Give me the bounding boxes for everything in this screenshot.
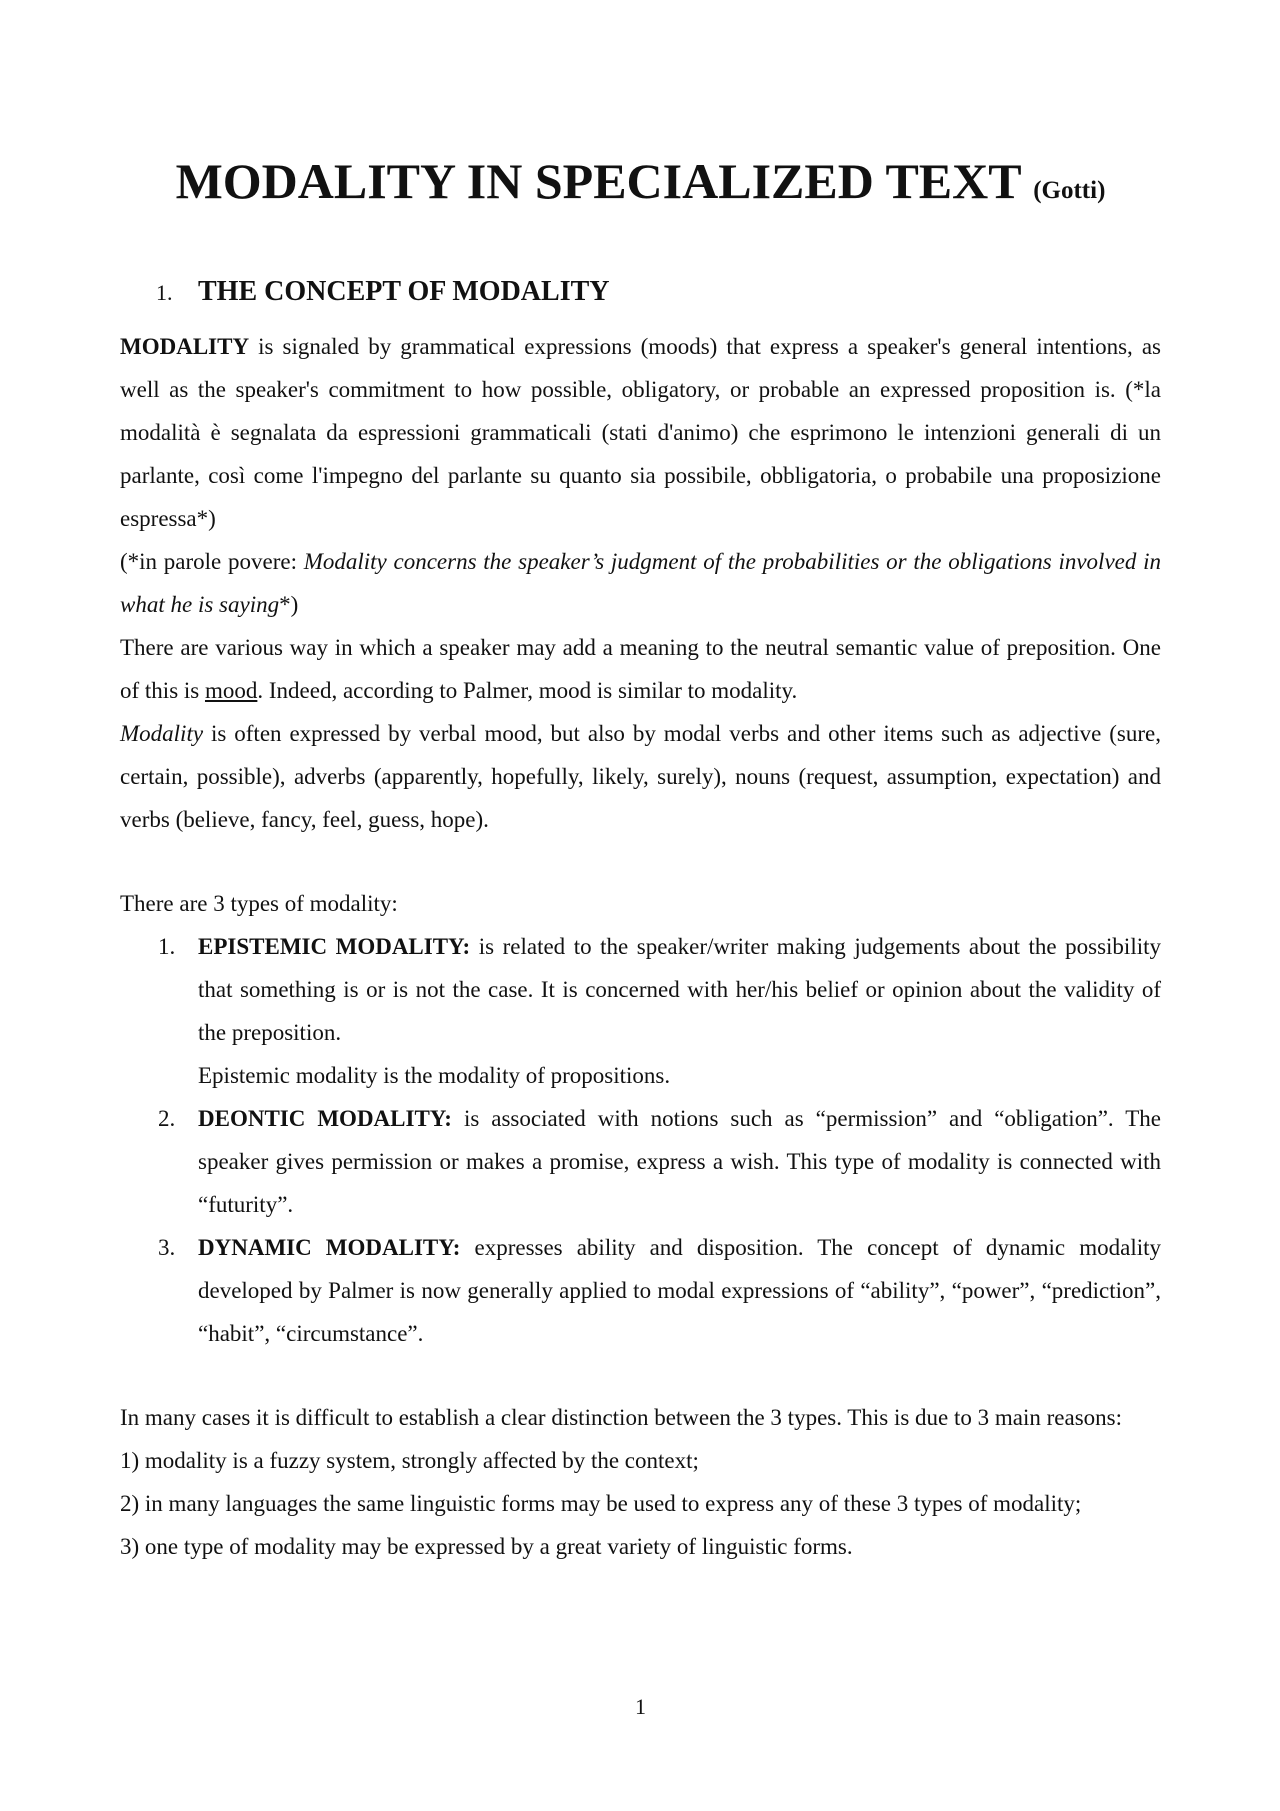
list-item-epistemic: 1. EPISTEMIC MODALITY: is related to the speaker/writer making judgements about the possibility that something is or is not the case. It is concerned with her/his belief or opinion about the validity of the preposition. Epistemic modality is the modality of propositions.	[120, 925, 1161, 1097]
list-item-dynamic: 3. DYNAMIC MODALITY: expresses ability and disposition. The concept of dynamic modality developed by Palmer is now generally applied to modal expressions of “ability”, “power”, “prediction”, “habit”, “circumstance”.	[120, 1226, 1161, 1355]
reason-2: 2) in many languages the same linguistic forms may be used to express any of these 3 types of modality;	[120, 1491, 1082, 1516]
list-marker: 3.	[158, 1235, 176, 1260]
term-epistemic: EPISTEMIC MODALITY:	[198, 934, 471, 959]
paragraph-mood: There are various way in which a speaker may add a meaning to the neutral semantic value of preposition. One of this is mood. Indeed, according to Palmer, mood is similar to modality.	[120, 635, 1161, 703]
reason-1: 1) modality is a fuzzy system, strongly affected by the context;	[120, 1448, 699, 1473]
types-list	[120, 925, 1161, 1355]
title-main: MODALITY IN SPECIALIZED TEXT	[175, 153, 1021, 209]
title-author: (Gotti)	[1033, 177, 1106, 204]
term-deontic: DEONTIC MODALITY:	[198, 1106, 452, 1131]
reason-3: 3) one type of modality may be expressed by a great variety of linguistic forms.	[120, 1534, 853, 1559]
page-number: 1	[635, 1694, 646, 1719]
paragraph-expression: Modality is often expressed by verbal mood, but also by modal verbs and other items such as adjective (sure, certain, possible), adverbs (apparently, hopefully, likely, surely), nouns (request, assumption, expectation) and verbs (believe, fancy, feel, guess, hope).	[120, 721, 1161, 832]
document-body	[120, 325, 1161, 1568]
epistemic-extra: Epistemic modality is the modality of propositions.	[198, 1063, 671, 1088]
italic-modality: Modality	[120, 721, 204, 746]
term-modality: MODALITY	[120, 334, 250, 359]
section-number: 1.	[156, 280, 173, 305]
list-item-deontic: 2. DEONTIC MODALITY: is associated with notions such as “permission” and “obligation”. The speaker gives permission or makes a promise, express a wish. This type of modality is connected with “futurity”.	[120, 1097, 1161, 1226]
italic-definition: Modality concerns the speaker’s judgment of the probabilities or the obligations involved in what he is saying	[120, 549, 1161, 617]
section-heading	[120, 272, 609, 313]
types-intro: There are 3 types of modality:	[120, 891, 398, 916]
list-marker: 1.	[158, 934, 176, 959]
underlined-mood: mood	[204, 678, 258, 703]
term-dynamic: DYNAMIC MODALITY:	[198, 1235, 461, 1260]
page-title	[120, 148, 1161, 224]
reasons-intro: In many cases it is difficult to establish a clear distinction between the 3 types. This is due to 3 main reasons:	[120, 1405, 1122, 1430]
paragraph-simple-words: (*in parole povere: Modality concerns the speaker’s judgment of the probabilities or the obligations involved in what he is saying*)	[120, 549, 1161, 617]
section-heading-text: THE CONCEPT OF MODALITY	[198, 276, 610, 307]
paragraph-definition: MODALITY is signaled by grammatical expressions (moods) that express a speaker's general intentions, as well as the speaker's commitment to how possible, obligatory, or probable an expressed proposition is. (*la modalità è segnalata da espressioni grammaticali (stati d'animo) che esprimono le intenzioni generali di un parlante, così come l'impegno del parlante su quanto sia possibile, obbligatoria, o probabile una proposizione espressa*)	[120, 334, 1161, 531]
list-marker: 2.	[158, 1106, 176, 1131]
